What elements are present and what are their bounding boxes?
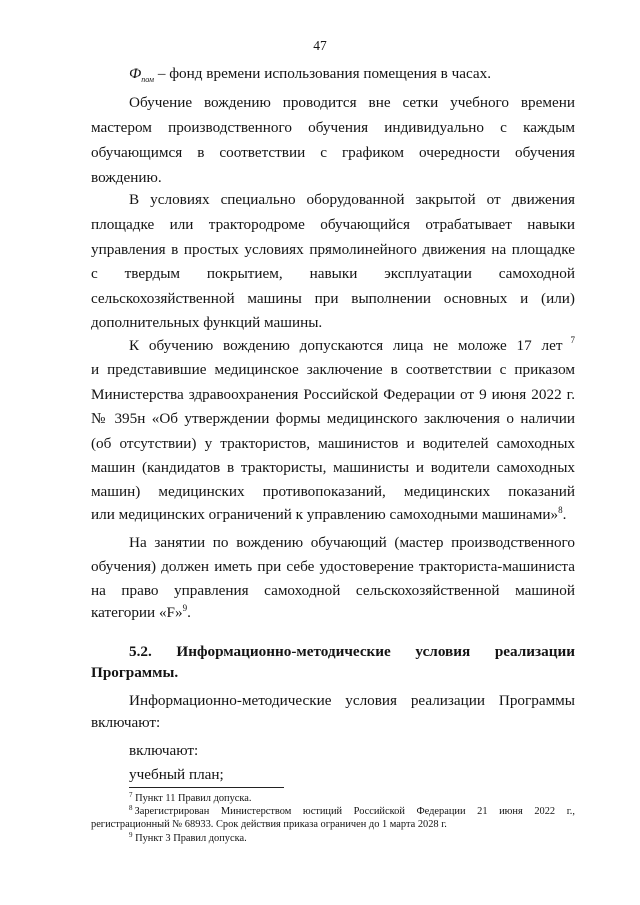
paragraph-line: К обучению вождению допускаются лица не моложе 17 лет 7 <box>129 335 575 354</box>
paragraph-line: управления в простых условиях прямолинейного движения на площадке <box>91 241 575 258</box>
paragraph-line: обучающимся в соответствии с графиком очередности обучения <box>91 144 575 161</box>
paragraph-line: На занятии по вождению обучающий (мастер производственного <box>129 534 575 551</box>
formula-symbol: $Ф_{пом}$ <box>129 65 155 85</box>
paragraph-line: включают: <box>91 714 161 731</box>
formula-definition <box>129 64 613 90</box>
footnote: $^9$ Пункт 3 Правил допуска. <box>129 831 247 844</box>
footnote: $^7$ Пункт 11 Правил допуска. <box>129 791 252 804</box>
paragraph-line: категории «F»$^9$. <box>91 603 191 621</box>
list-item: включают: <box>129 742 199 759</box>
paragraph-line: № 395н «Об утверждении формы медицинского заключения о наличии <box>91 410 575 427</box>
footnote-separator <box>129 787 284 788</box>
section-heading: 5.2. Информационно-методические условия реализации <box>129 643 575 660</box>
footnote-ref: 8 <box>558 505 563 515</box>
paragraph-line: площадке или трактородроме обучающийся отрабатывает навыки <box>91 216 575 233</box>
paragraph-line: на право управления самоходной сельскохозяйственной машиной <box>91 582 575 599</box>
paragraph-line: сельскохозяйственной машины при выполнении основных и (или) <box>91 290 575 307</box>
paragraph-line: машин (кандидатов в трактористы, машинисты и водители самоходных <box>91 459 575 476</box>
formula-text: – фонд времени использования помещения в часах. <box>157 65 492 82</box>
paragraph-line: и представившие медицинское заключение в соответствии с приказом <box>91 361 575 378</box>
footnote-cont: регистрационный № 68933. Срок действия приказа ограничен до 1 марта 2028 г. <box>91 819 447 830</box>
list-item: учебный план; <box>129 766 224 783</box>
footnote-ref: 9 <box>182 603 188 613</box>
footnote-ref: 7 <box>570 335 575 345</box>
footnote: $^8$ Зарегистрирован Министерством юстиций Российской Федерации 21 июня 2022 г., <box>129 804 575 817</box>
page-number: 47 <box>313 38 327 53</box>
paragraph-line: или медицинских ограничений к управлению самоходными машинами»$^8$. <box>91 505 567 523</box>
paragraph-line: В условиях специально оборудованной закрытой от движения <box>129 191 575 208</box>
paragraph-line: Информационно-методические условия реализации Программы <box>129 692 575 709</box>
paragraph-line: вождению. <box>91 169 162 186</box>
paragraph-line: дополнительных функций машины. <box>91 314 323 331</box>
paragraph-line: обучения) должен иметь при себе удостоверение тракториста-машиниста <box>91 558 575 575</box>
paragraph-line: машин) медицинских противопоказаний, медицинских показаний <box>91 483 575 500</box>
paragraph-line: Обучение вождению проводится вне сетки учебного времени <box>129 94 575 111</box>
paragraph-line: мастером производственного обучения индивидуально с каждым <box>91 119 575 136</box>
paragraph-line: с твердым покрытием, навыки эксплуатации самоходной <box>91 265 575 282</box>
paragraph-line: (об отсутствии) у трактористов, машинистов и водителей самоходных <box>91 435 575 452</box>
section-heading-cont: Программы. <box>91 664 179 681</box>
paragraph-line: Министерства здравоохранения Российской Федерации от 9 июня 2022 г. <box>91 386 575 403</box>
